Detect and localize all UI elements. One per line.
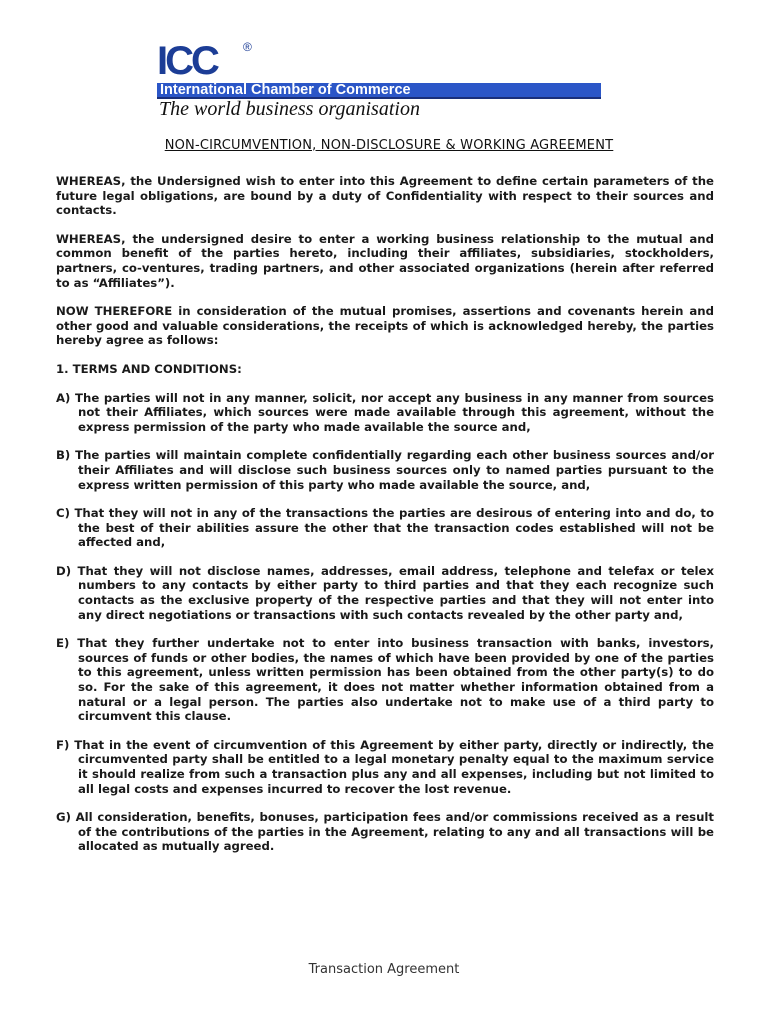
clause-d: D) That they will not disclose names, addresses, email address, telephone and telefax or telex numbers to any contacts by either party to third parties and that they each recognize such contacts as the exclusive property of the respective parties and that they will not enter into any direct negotiations or transactions with such contacts revealed by the other party and, [56, 563, 714, 622]
section-heading: 1. TERMS AND CONDITIONS: [56, 361, 242, 376]
whereas-paragraph-1: WHEREAS, the Undersigned wish to enter into this Agreement to define certain parameters of the future legal obligations, are bound by a duty of Confidentiality with respect to their sources and contacts. [56, 174, 714, 218]
logo-banner [157, 83, 601, 99]
clause-a: A) The parties will not in any manner, solicit, nor accept any business in any manner from sources not their Affiliates, which sources were made available through this agreement, without the express permission of the party who made available the source and, [56, 390, 714, 434]
organization-name: International Chamber of Commerce [160, 82, 411, 98]
icc-logo-mark: ICC [157, 39, 217, 83]
now-therefore-paragraph: NOW THEREFORE in consideration of the mutual promises, assertions and covenants herein and other good and valuable considerations, the receipts of which is acknowledged hereby, the parties hereby agree as follows: [56, 304, 714, 348]
registered-mark: ® [243, 40, 252, 54]
page-footer: Transaction Agreement [308, 962, 460, 977]
organization-tagline: The world business organisation [159, 98, 420, 120]
clause-c: C) That they will not in any of the transactions the parties are desirous of entering into and do, to the best of their abilities assure the other that the transaction codes established will not be affected and, [56, 506, 714, 550]
clause-g: G) All consideration, benefits, bonuses, participation fees and/or commissions received as a result of the contributions of the parties in the Agreement, relating to any and all transactions will be allocated as mutually agreed. [56, 810, 714, 854]
whereas-paragraph-2: WHEREAS, the undersigned desire to enter a working business relationship to the mutual and common benefit of the parties hereto, including their affiliates, subsidiaries, stockholders, partners, co-ventures, trading partners, and other associated organizations (herein after referred to as “Affiliates”). [56, 231, 714, 290]
clause-e: E) That they further undertake not to enter into business transaction with banks, investors, sources of funds or other bodies, the names of which have been provided by one of the parties to this agreement, unless written permission has been obtained from the other party(s) to do so. For the sake of this agreement, it does not matter whether information obtained from a natural or a legal person. The parties also undertake not to make use of a third party to circumvent this clause. [56, 636, 714, 724]
clause-f: F) That in the event of circumvention of this Agreement by either party, directly or indirectly, the circumvented party shall be entitled to a legal monetary penalty equal to the maximum service it should realize from such a transaction plus any and all expenses, including but not limited to all legal costs and expenses incurred to recover the lost revenue. [56, 737, 714, 796]
icc-logo [157, 40, 607, 120]
clause-b: B) The parties will maintain complete confidentially regarding each other business sources and/or their Affiliates and will disclose such business sources only to named parties pursuant to the express written permission of this party who made available the source, and, [56, 448, 714, 492]
document-body [56, 174, 714, 868]
document-title: NON-CIRCUMVENTION, NON-DISCLOSURE & WORKING AGREEMENT [164, 138, 614, 153]
